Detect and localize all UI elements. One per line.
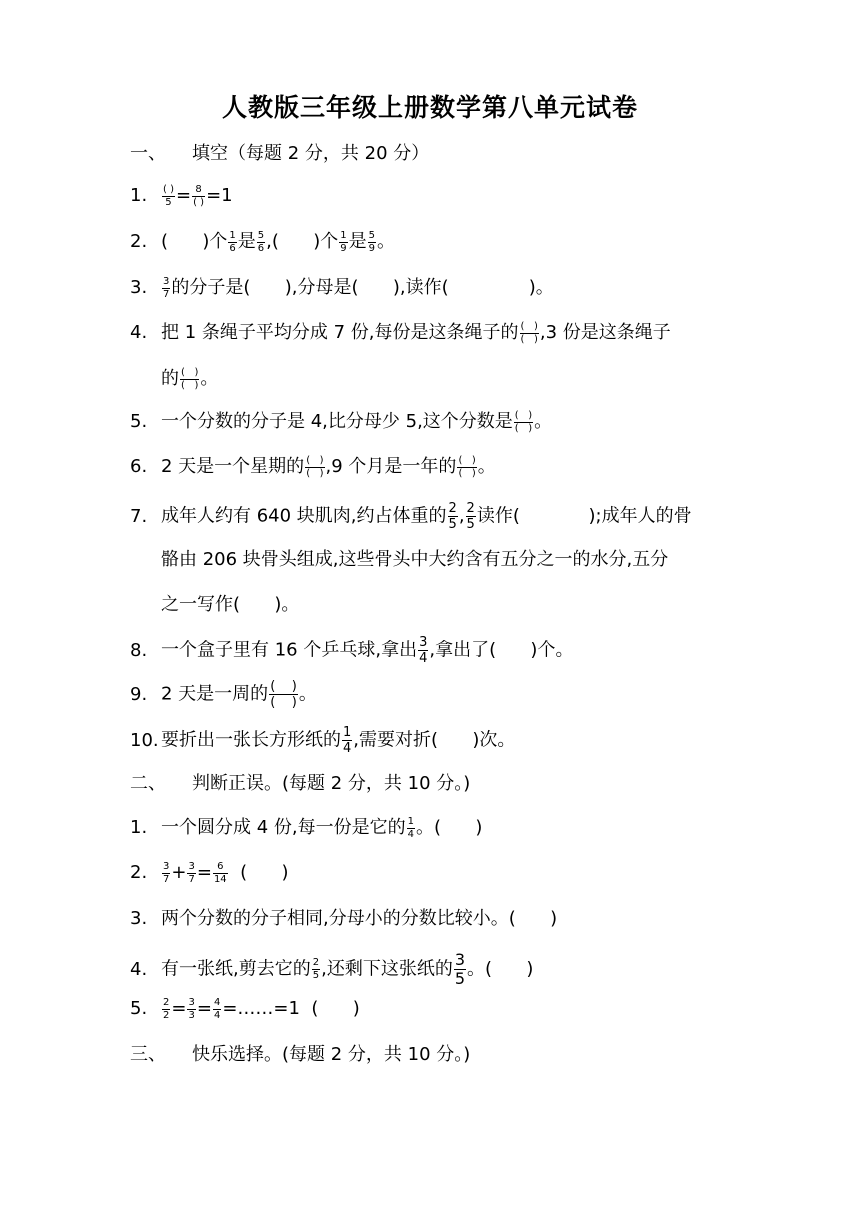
fraction: $\frac{6}{14}$ (213, 860, 227, 885)
question-1-7: 7. 成年人约有 640 块肌肉,约占体重的 $\frac{2}{5}$ , $\frac{2}{5}$ 读作( );成年人的骨 (130, 501, 692, 532)
fraction-blank: $\frac{( )}{( )}$ (181, 366, 199, 391)
question-2-2: 2. $\frac{3}{7}$ + $\frac{3}{7}$ = $\frac{6}{14}$ ( ) (130, 860, 289, 885)
fraction: $\frac{3}{7}$ (188, 860, 195, 885)
fraction: $\frac{3}{7}$ (163, 860, 170, 885)
fraction: $\frac{2}{2}$ (163, 996, 170, 1021)
fraction-blank: $\frac{( )}{( )}$ (520, 320, 538, 345)
fraction: $\frac{3}{7}$ (163, 275, 170, 300)
fraction-blank: $\frac{( )}{( )}$ (306, 454, 324, 479)
question-2-4: 4. 有一张纸,剪去它的 $\frac{2}{5}$ ,还剩下这张纸的 $\frac{3}{5}$ 。( ) (130, 950, 534, 988)
question-1-4: 4. 把 1 条绳子平均分成 7 份,每份是这条绳子的 $\frac{( )}{( )}$ ,3 份是这条绳子 (130, 320, 671, 345)
question-1-7-line-3: 之一写作( )。 (161, 594, 300, 615)
question-1-10: 10. 要折出一张长方形纸的 $\frac{1}{4}$ ,需要对折( )次。 (130, 725, 516, 756)
fraction: $\frac{1}{4}$ (407, 815, 414, 840)
fraction: $\frac{2}{5}$ (312, 957, 320, 981)
fraction: $\frac{( )}{5}$ (163, 183, 174, 208)
fraction: $\frac{4}{4}$ (213, 996, 221, 1021)
fraction: $\frac{1}{4}$ (343, 725, 352, 756)
fraction: $\frac{5}{9}$ (368, 229, 375, 254)
fraction: $\frac{3}{4}$ (419, 635, 428, 666)
question-1-4-continued: 的 $\frac{( )}{( )}$ 。 (161, 366, 219, 391)
question-1-7-line-2: 骼由 206 块骨头组成,这些骨头中大约含有五分之一的水分,五分 (161, 549, 669, 570)
question-1-3: 3. $\frac{3}{7}$ 的分子是( ),分母是( ),读作( )。 (130, 275, 554, 300)
question-1-2: 2. ( )个 $\frac{1}{6}$ 是 $\frac{5}{6}$ ,( )个 $\frac{1}{9}$ 是 $\frac{5}{9}$ 。 (130, 229, 395, 254)
question-2-1: 1. 一个圆分成 4 份,每一份是它的 $\frac{1}{4}$ 。( ) (130, 815, 483, 840)
fraction: $\frac{3}{3}$ (188, 996, 195, 1021)
fraction: $\frac{8}{( )}$ (193, 183, 205, 208)
section-2-heading: 二、 判断正误。(每题 2 分，共 10 分。) (130, 773, 471, 794)
section-3-heading: 三、 快乐选择。(每题 2 分，共 10 分。) (130, 1044, 471, 1065)
question-1-9: 9. 2 天是一周的 $\frac{( )}{( )}$ 。 (130, 679, 317, 710)
fraction: $\frac{5}{6}$ (257, 229, 265, 254)
section-1-heading: 一、 填空（每题 2 分，共 20 分） (130, 143, 430, 164)
question-2-5: 5. $\frac{2}{2}$ = $\frac{3}{3}$ = $\frac{4}{4}$ =……=1 ( ) (130, 996, 360, 1021)
question-1-5: 5. 一个分数的分子是 4,比分母少 5,这个分数是 $\frac{( )}{( )}$ 。 (130, 409, 553, 434)
question-1-6: 6. 2 天是一个星期的 $\frac{( )}{( )}$ ,9 个月是一年的 $\frac{( )}{( )}$ 。 (130, 454, 496, 479)
fraction: $\frac{2}{5}$ (466, 501, 475, 532)
exam-title: 人教版三年级上册数学第八单元试卷 (221, 93, 638, 122)
question-1-8: 8. 一个盒子里有 16 个乒乓球,拿出 $\frac{3}{4}$ ,拿出了( )个。 (130, 635, 574, 666)
fraction: $\frac{1}{9}$ (340, 229, 347, 254)
fraction: $\frac{2}{5}$ (448, 501, 457, 532)
fraction-blank: $\frac{( )}{( )}$ (458, 454, 476, 479)
fraction: $\frac{1}{6}$ (229, 229, 236, 254)
fraction-blank: $\frac{( )}{( )}$ (514, 409, 533, 434)
fraction-blank: $\frac{( )}{( )}$ (270, 679, 297, 710)
question-1-1: 1. $\frac{( )}{5}$ = $\frac{8}{( )}$ =1 (130, 183, 233, 208)
fraction: $\frac{3}{5}$ (454, 950, 466, 988)
question-2-3: 3. 两个分数的分子相同,分母小的分数比较小。( ) (130, 908, 558, 929)
